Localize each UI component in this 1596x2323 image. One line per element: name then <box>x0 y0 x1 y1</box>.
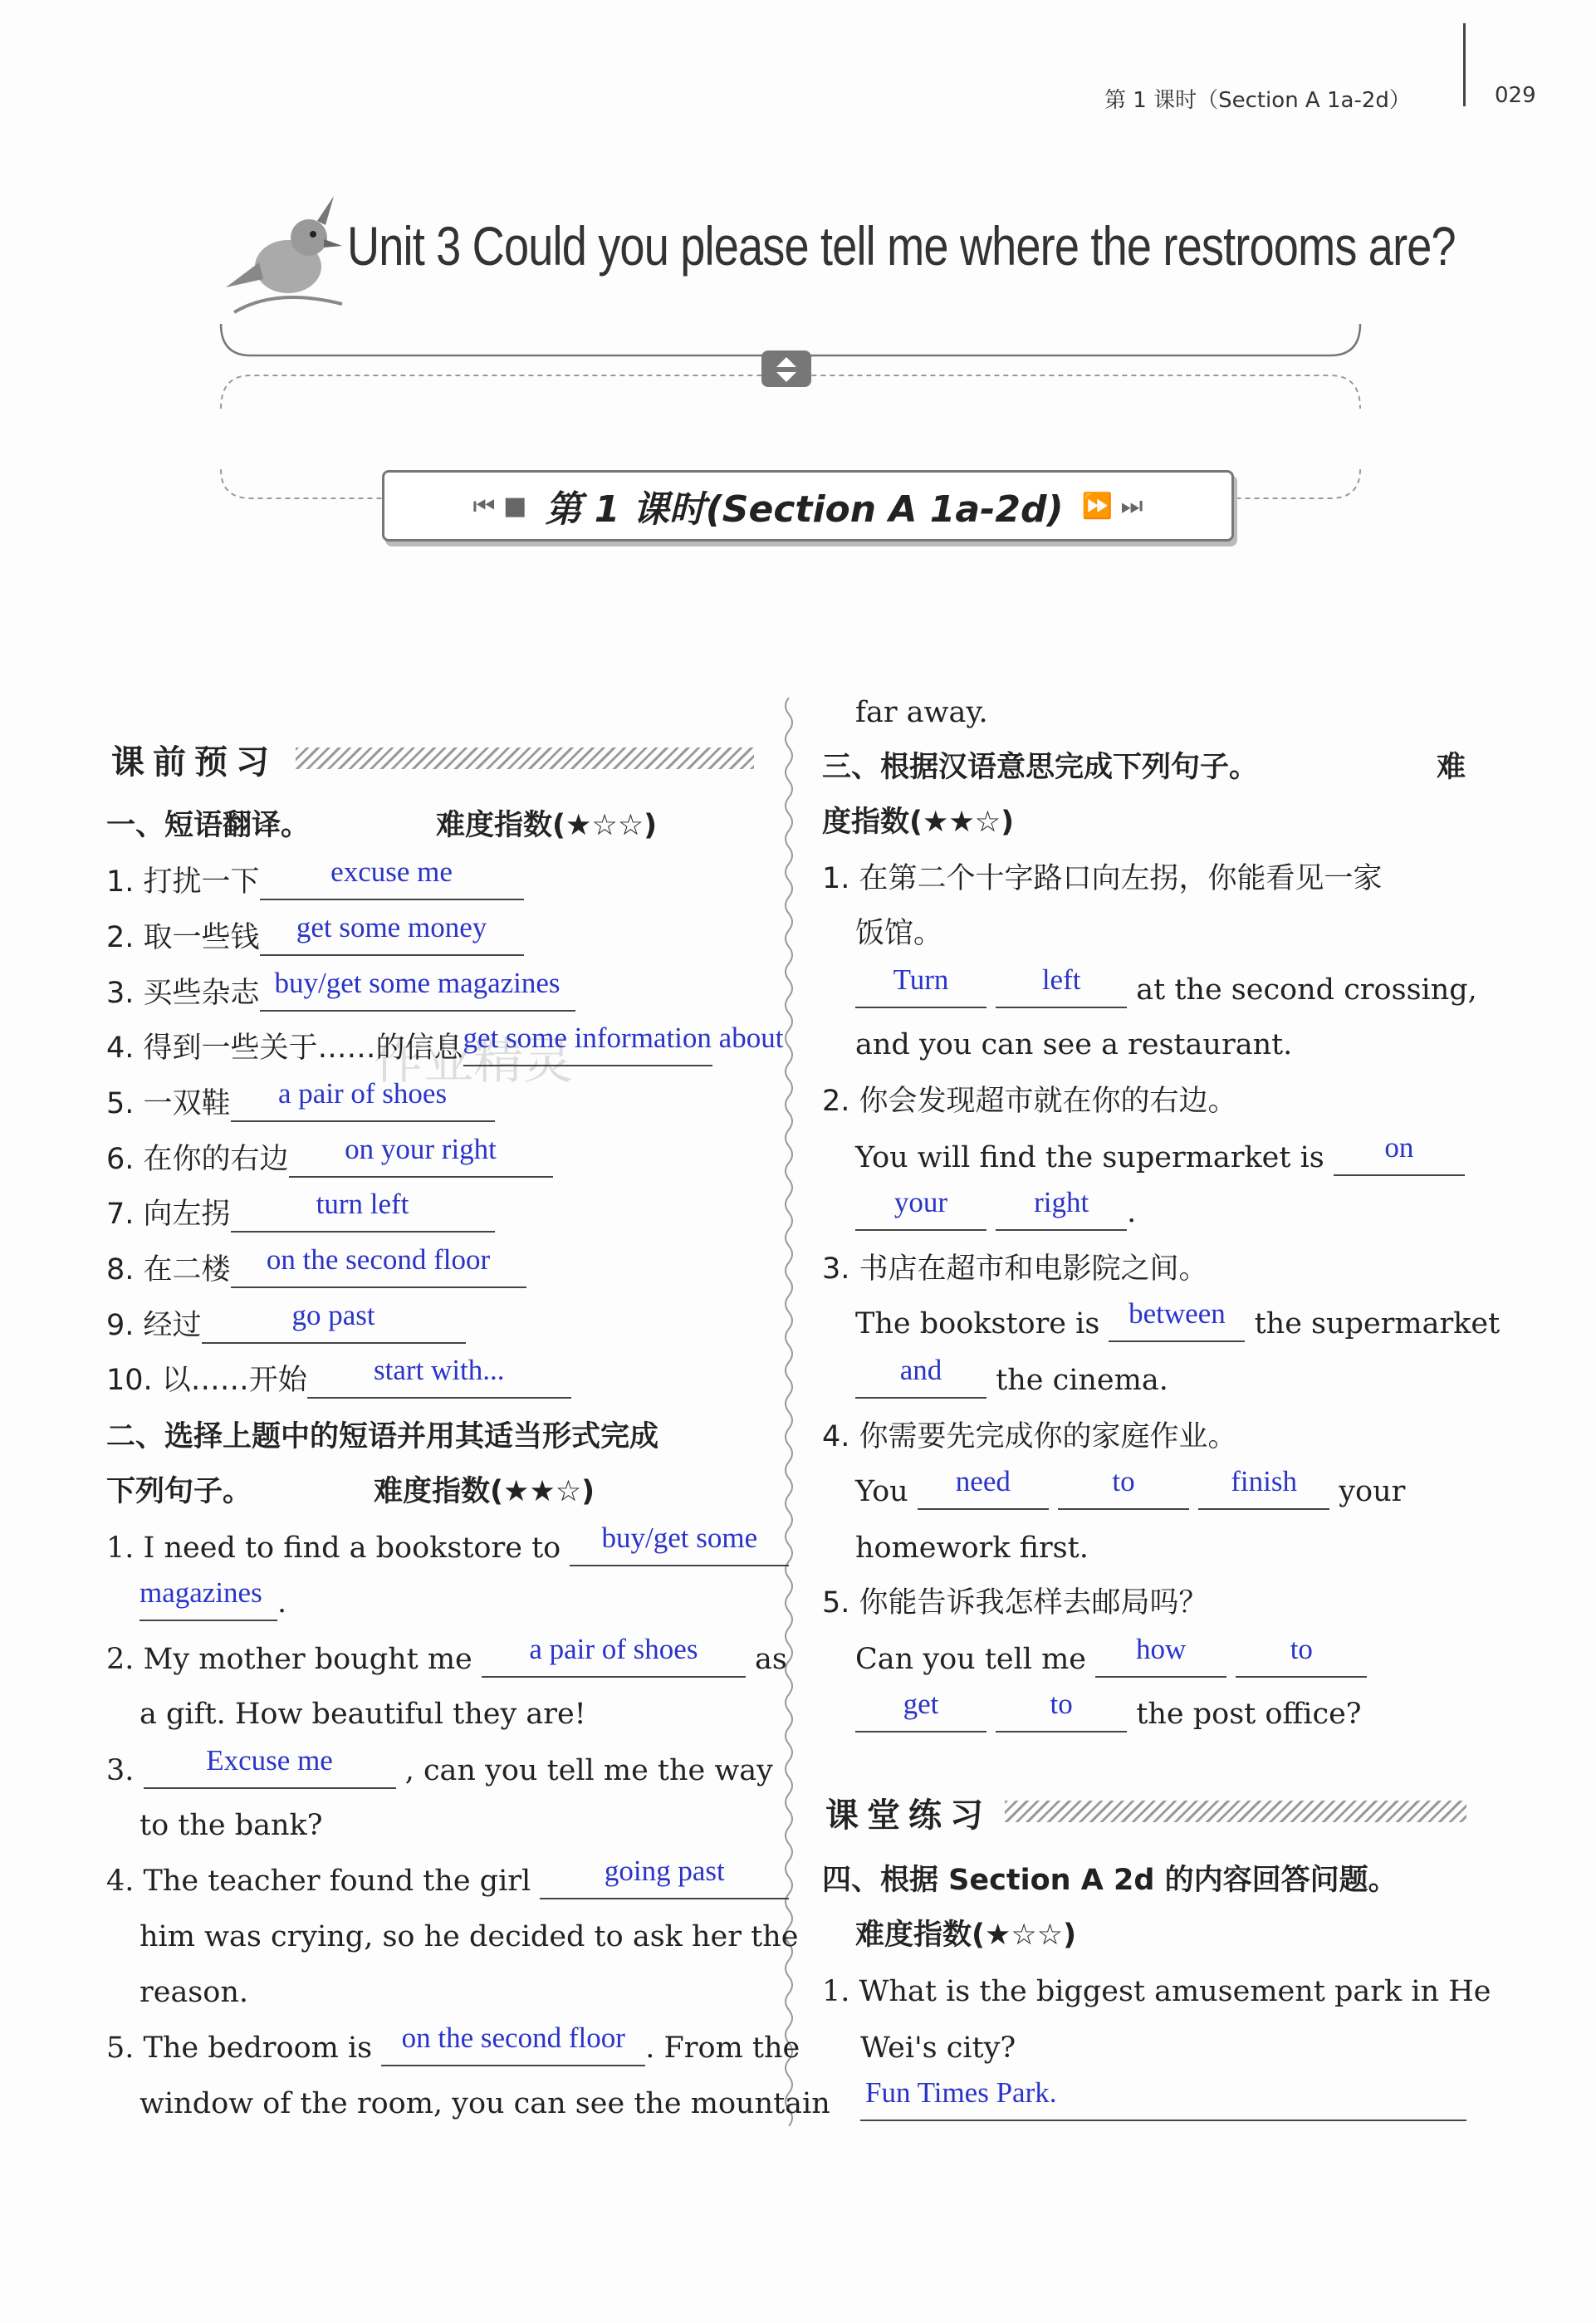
item-label: 3. 买些杂志 <box>106 977 260 1010</box>
part3-q4-cont: homework first. <box>855 1532 1089 1565</box>
question-text: as <box>755 1643 787 1676</box>
answer-text: on the second floor <box>401 2022 625 2054</box>
answer-blank[interactable] <box>307 1354 571 1399</box>
answer-text: buy/get some magazines <box>274 967 561 999</box>
header-lesson-ref: 第 1 课时（Section A 1a-2d） <box>1104 88 1411 113</box>
part1-difficulty: 难度指数(★☆☆) <box>436 809 658 842</box>
part3-difficulty-a: 难 <box>1437 751 1466 784</box>
answer-blank[interactable] <box>202 1299 466 1344</box>
part2-q2-cont: a gift. How beautiful they are! <box>140 1698 586 1731</box>
question-text: 4. The teacher found the girl <box>106 1865 531 1898</box>
forward-end-icon: ⏩ ⏭ <box>1081 491 1143 521</box>
item-label: 10. 以……开始 <box>106 1364 307 1397</box>
answer-blank[interactable] <box>860 2076 1466 2121</box>
part4-q1-answer <box>860 2076 1466 2121</box>
answer-text: Turn <box>893 963 949 996</box>
answer-text: your <box>893 1186 948 1218</box>
watermark: 作业精灵 <box>374 1032 573 1090</box>
lesson-banner <box>382 470 1234 542</box>
question-text: the supermarket <box>1254 1307 1501 1340</box>
bird-illustration <box>218 188 350 329</box>
part1-item-6 <box>106 1133 553 1178</box>
answer-text: and <box>899 1354 942 1386</box>
part2-difficulty: 难度指数(★★☆) <box>374 1475 595 1508</box>
answer-blank[interactable] <box>996 1688 1127 1732</box>
part2-q5 <box>106 2022 800 2066</box>
item-label: 7. 向左拐 <box>106 1198 231 1231</box>
question-text: 1. I need to find a bookstore to <box>106 1532 561 1565</box>
answer-blank[interactable] <box>1109 1297 1245 1342</box>
answer-text: get some money <box>296 911 487 943</box>
part1-item-7 <box>106 1188 495 1233</box>
answer-text: between <box>1128 1297 1226 1330</box>
section-bar-practice <box>1005 1801 1466 1822</box>
answer-blank[interactable] <box>1058 1465 1189 1510</box>
part2-q4 <box>106 1855 789 1899</box>
answer-text: how <box>1136 1633 1187 1665</box>
part4-heading: 四、根据 Section A 2d 的内容回答问题。 <box>822 1864 1398 1897</box>
part1-item-10 <box>106 1354 571 1399</box>
item-label: 8. 在二楼 <box>106 1253 231 1286</box>
part3-q1-cont: and you can see a restaurant. <box>855 1028 1293 1061</box>
answer-text: finish <box>1231 1465 1297 1497</box>
part3-q1-cn: 1. 在第二个十字路口向左拐，你能看见一家 <box>822 862 1383 895</box>
part4-difficulty: 难度指数(★☆☆) <box>855 1919 1077 1952</box>
page-number: 029 <box>1495 83 1536 108</box>
part1-item-1 <box>106 855 524 900</box>
answer-text: magazines <box>140 1576 262 1609</box>
answer-text: get <box>903 1688 939 1720</box>
answer-text: to <box>1112 1465 1135 1497</box>
part1-item-9 <box>106 1299 466 1344</box>
answer-blank[interactable] <box>855 1186 986 1231</box>
answer-text: a pair of shoes <box>529 1633 698 1665</box>
unit-title: Unit 3 Could you please tell me where the restrooms are? <box>347 215 1456 277</box>
part2-heading-1: 二、选择上题中的短语并用其适当形式完成 <box>106 1420 659 1453</box>
section-title-preview: 课前预习 <box>111 743 277 782</box>
part3-heading: 三、根据汉语意思完成下列句子。 <box>822 751 1259 784</box>
answer-text: to <box>1050 1688 1073 1720</box>
question-text: You will find the supermarket is <box>855 1141 1324 1174</box>
part3-q5-cn: 5. 你能告诉我怎样去邮局吗？ <box>822 1586 1208 1620</box>
part3-q5 <box>855 1633 1367 1678</box>
answer-blank[interactable] <box>260 911 524 956</box>
column-separator <box>781 698 797 2126</box>
question-text: The bookstore is <box>855 1307 1100 1340</box>
answer-blank[interactable] <box>1095 1633 1226 1678</box>
answer-text: left <box>1041 963 1081 996</box>
answer-blank[interactable] <box>482 1633 746 1678</box>
answer-blank[interactable] <box>1198 1465 1329 1510</box>
answer-text: Fun Times Park. <box>865 2076 1057 2109</box>
answer-blank[interactable] <box>231 1188 495 1233</box>
answer-text: going past <box>604 1855 725 1887</box>
part1-item-5 <box>106 1077 495 1122</box>
answer-blank[interactable] <box>140 1576 277 1621</box>
answer-blank[interactable] <box>260 967 575 1012</box>
answer-text: on <box>1384 1131 1414 1164</box>
answer-text: on your right <box>345 1133 497 1165</box>
item-label: 5. 一双鞋 <box>106 1087 231 1120</box>
item-label: 4. 得到一些关于……的信息 <box>106 1032 463 1065</box>
answer-text: on the second floor <box>266 1243 491 1276</box>
answer-blank[interactable] <box>381 2022 645 2066</box>
part2-q3 <box>106 1744 773 1789</box>
part2-q3-cont: to the bank? <box>140 1809 323 1842</box>
rewind-stop-icon: ⏮ ■ <box>472 491 527 521</box>
answer-blank[interactable] <box>463 1022 784 1066</box>
part3-q1 <box>855 963 1477 1008</box>
answer-blank[interactable] <box>289 1133 553 1178</box>
lesson-title: 第 1 课时(Section A 1a-2d) <box>545 488 1064 531</box>
question-text: You <box>855 1475 908 1508</box>
item-label: 6. 在你的右边 <box>106 1143 289 1176</box>
answer-text: a pair of shoes <box>277 1077 448 1110</box>
answer-blank[interactable] <box>855 963 986 1008</box>
part2-heading-2: 下列句子。 <box>106 1475 252 1508</box>
answer-text: to <box>1290 1633 1313 1665</box>
part3-q2-cont <box>855 1186 1137 1231</box>
answer-blank[interactable] <box>540 1855 789 1899</box>
question-text: 3. <box>106 1754 135 1787</box>
question-text: . From the <box>645 2031 800 2065</box>
part1-item-2 <box>106 911 524 956</box>
part4-q1: 1. What is the biggest amusement park in He <box>822 1975 1491 2008</box>
part3-difficulty-b: 度指数(★★☆) <box>822 806 1015 839</box>
answer-text: start with... <box>374 1354 505 1386</box>
question-text: . <box>1127 1196 1137 1229</box>
answer-text: go past <box>291 1299 375 1331</box>
answer-text: right <box>1034 1186 1089 1218</box>
part1-item-4 <box>106 1022 784 1066</box>
answer-blank[interactable] <box>1334 1131 1465 1176</box>
part2-q2 <box>106 1633 787 1678</box>
answer-text: Excuse me <box>206 1744 333 1777</box>
answer-blank[interactable] <box>144 1744 396 1789</box>
part3-q2-cn: 2. 你会发现超市就在你的右边。 <box>822 1085 1237 1118</box>
part3-q4-cn: 4. 你需要先完成你的家庭作业。 <box>822 1420 1237 1453</box>
header-divider <box>1463 23 1466 106</box>
part2-q1 <box>106 1522 789 1566</box>
answer-text: excuse me <box>330 855 453 888</box>
part3-q3 <box>855 1297 1501 1342</box>
question-text: . <box>277 1586 287 1620</box>
part3-q4 <box>855 1465 1406 1510</box>
question-text: Can you tell me <box>855 1643 1087 1676</box>
answer-blank[interactable] <box>855 1354 986 1399</box>
question-text: 5. The bedroom is <box>106 2031 373 2065</box>
part3-q3-cn: 3. 书店在超市和电影院之间。 <box>822 1252 1208 1286</box>
item-label: 1. 打扰一下 <box>106 865 260 899</box>
question-text: the post office? <box>1136 1698 1362 1731</box>
answer-blank[interactable] <box>1236 1633 1367 1678</box>
question-text: the cinema. <box>996 1364 1168 1397</box>
answer-blank[interactable] <box>260 855 524 900</box>
part4-q1-cont: Wei's city? <box>860 2031 1016 2065</box>
part1-heading: 一、短语翻译。 <box>106 809 311 842</box>
item-label: 2. 取一些钱 <box>106 921 260 954</box>
section-title-practice: 课堂练习 <box>825 1796 991 1835</box>
answer-blank[interactable] <box>231 1243 526 1288</box>
question-text: 2. My mother bought me <box>106 1643 472 1676</box>
part2-q5-cont: window of the room, you can see the mountain <box>140 2087 830 2120</box>
question-text: , can you tell me the way <box>404 1754 773 1787</box>
answer-blank[interactable] <box>996 963 1127 1008</box>
part1-item-8 <box>106 1243 526 1288</box>
part2-q4-cont: him was crying, so he decided to ask her the <box>140 1920 799 1953</box>
answer-blank[interactable] <box>918 1465 1049 1510</box>
part2-q4-cont2: reason. <box>140 1976 249 2009</box>
continuation-text: far away. <box>855 696 988 729</box>
answer-text: turn left <box>316 1188 409 1220</box>
answer-text: buy/get some <box>601 1522 758 1554</box>
question-text: at the second crossing, <box>1136 973 1477 1007</box>
part3-q1-cn2: 饭馆。 <box>855 917 943 950</box>
section-bar-preview <box>296 747 754 769</box>
answer-blank[interactable] <box>996 1186 1127 1231</box>
answer-blank[interactable] <box>231 1077 495 1122</box>
answer-text: get some information about <box>463 1022 784 1054</box>
part3-q3-cont <box>855 1354 1168 1399</box>
answer-text: need <box>955 1465 1011 1497</box>
part3-q2 <box>855 1131 1465 1176</box>
part2-q1-cont <box>140 1576 287 1621</box>
answer-blank[interactable] <box>855 1688 986 1732</box>
part1-item-3 <box>106 967 575 1012</box>
answer-blank[interactable] <box>570 1522 789 1566</box>
part3-q5-cont <box>855 1688 1362 1732</box>
item-label: 9. 经过 <box>106 1309 202 1342</box>
question-text: your <box>1339 1475 1406 1508</box>
